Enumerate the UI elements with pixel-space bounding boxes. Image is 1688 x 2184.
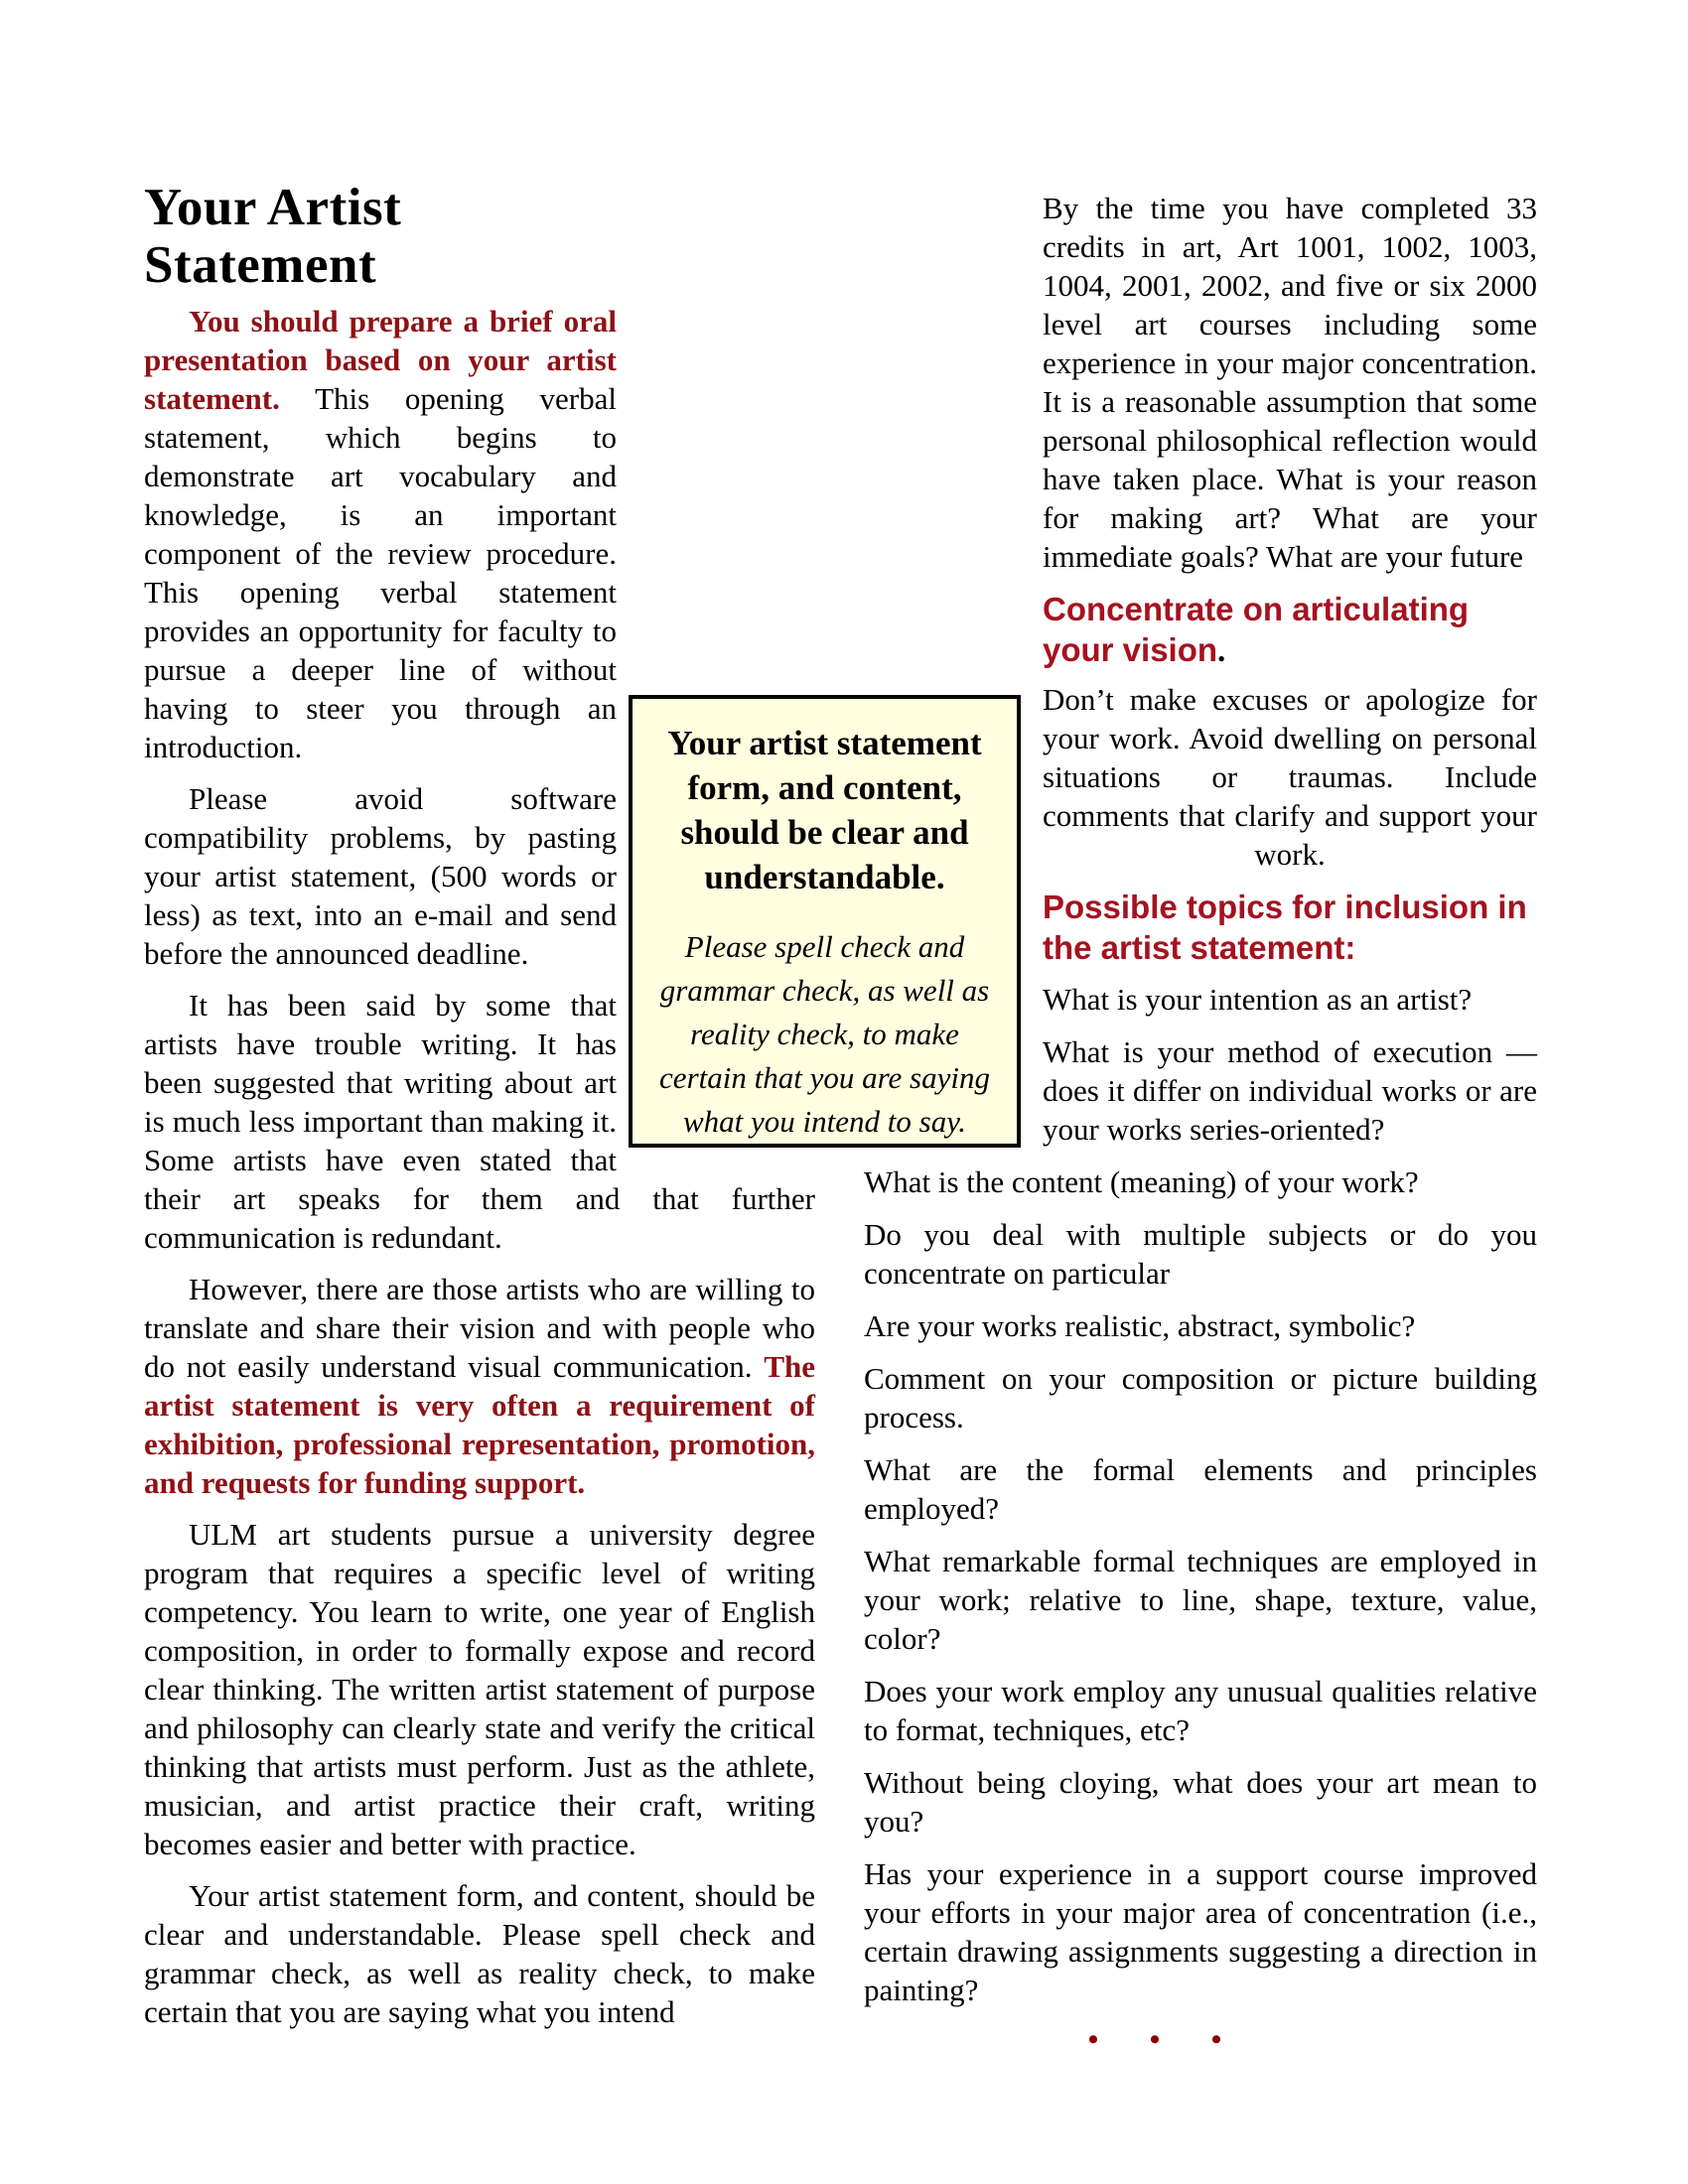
section-end-dots: • • • [1087,2023,1244,2056]
paragraph-writing: It has been said by some that artists have trouble writing. It has been suggested that writing about art is much less important than making it. Some artists have even stated that their art speaks for them and that further communication is redundant. [144,988,815,1255]
question-composition: Comment on your composition or picture building process. [864,1361,1537,1434]
question-method: What is your method of execution — does it differ on individual works or are your works series-oriented? [1043,1034,1537,1147]
requirement-red-text: The artist statement is very often a requirement of exhibition, professional representation, promotion, and requests for funding support. [144,1349,815,1500]
heading-concentrate-text: Concentrate on articulating your vision [1043,591,1470,668]
paragraph-software: Please avoid software compatibility problems, by pasting your artist statement, (500 words or less) as text, into an e-mail and send before the announced deadline. [144,781,617,971]
question-realistic: Are your works realistic, abstract, symbolic? [864,1308,1416,1343]
question-subjects: Do you deal with multiple subjects or do you concentrate on particular [864,1217,1537,1291]
intro-body-text: This opening verbal statement, which begins to demonstrate art vocabulary and knowledge, is an important component of the review procedure. This opening verbal statement provides an opportunity for faculty to pursue a deeper line of without having to steer you through an introduction. [144,381,617,764]
callout-heading: Your artist statement form, and content, should be clear and understandable. [667,724,982,896]
paragraph-however [144,1270,815,1502]
however-black-text: However, there are those artists who are willing to translate and share their vision and with people who do not easily understand visual communication. [144,1272,815,1384]
paragraph-clear: Your artist statement form, and content, should be clear and understandable. Please spell check and grammar check, as well as reality check, to make certain that you are saying what you intend [144,1878,815,2029]
paragraph-credits: By the time you have completed 33 credits in art, Art 1001, 1002, 1003, 1004, 2001, 2002, and five or six 2000 level art courses including some experience in your major concentration. It is a reasonable assumption that some personal philosophical reflection would have taken place. What is your reason for making art? What are your immediate goals? What are your future [1043,191,1537,574]
question-meaning: Without being cloying, what does your art mean to you? [864,1765,1537,1839]
page-title: Your Artist Statement [144,179,402,294]
question-unusual: Does your work employ any unusual qualities relative to format, techniques, etc? [864,1674,1537,1747]
question-formal-elements: What are the formal elements and principles employed? [864,1452,1537,1526]
heading-concentrate [918,589,1537,672]
question-support-course: Has your experience in a support course improved your efforts in your major area of concentration (i.e., certain drawing assignments suggesting a direction in painting? [864,1856,1537,2007]
question-techniques: What remarkable formal techniques are employed in your work; relative to line, shape, texture, value, color? [864,1544,1537,1656]
paragraph-ulm: ULM art students pursue a university degree program that requires a specific level of writing competency. You learn to write, one year of English composition, in order to formally expose and record clear thinking. The written artist statement of purpose and philosophy can clearly state and verify the critical thinking that artists must perform. Just as the athlete, musician, and artist practice their craft, writing becomes easier and better with practice. [144,1517,815,1861]
question-intention: What is your intention as an artist? [1043,982,1473,1017]
callout-body: Please spell check and grammar check, as well as reality check, to make certain that you are saying what you intend to say. [659,929,990,1139]
question-content: What is the content (meaning) of your work? [864,1164,1419,1199]
heading-possible-topics: Possible topics for inclusion in the artist statement: [1043,888,1527,966]
lead-in-red-text: You should prepare a brief oral presentation based on your artist statement. [144,304,617,416]
paragraph-excuses: Don’t make excuses or apologize for your work. Avoid dwelling on personal situations or traumas. Include comments that clarify and support your work. [1043,682,1537,872]
heading-period: . [1217,633,1226,669]
callout-box [629,695,1021,1148]
